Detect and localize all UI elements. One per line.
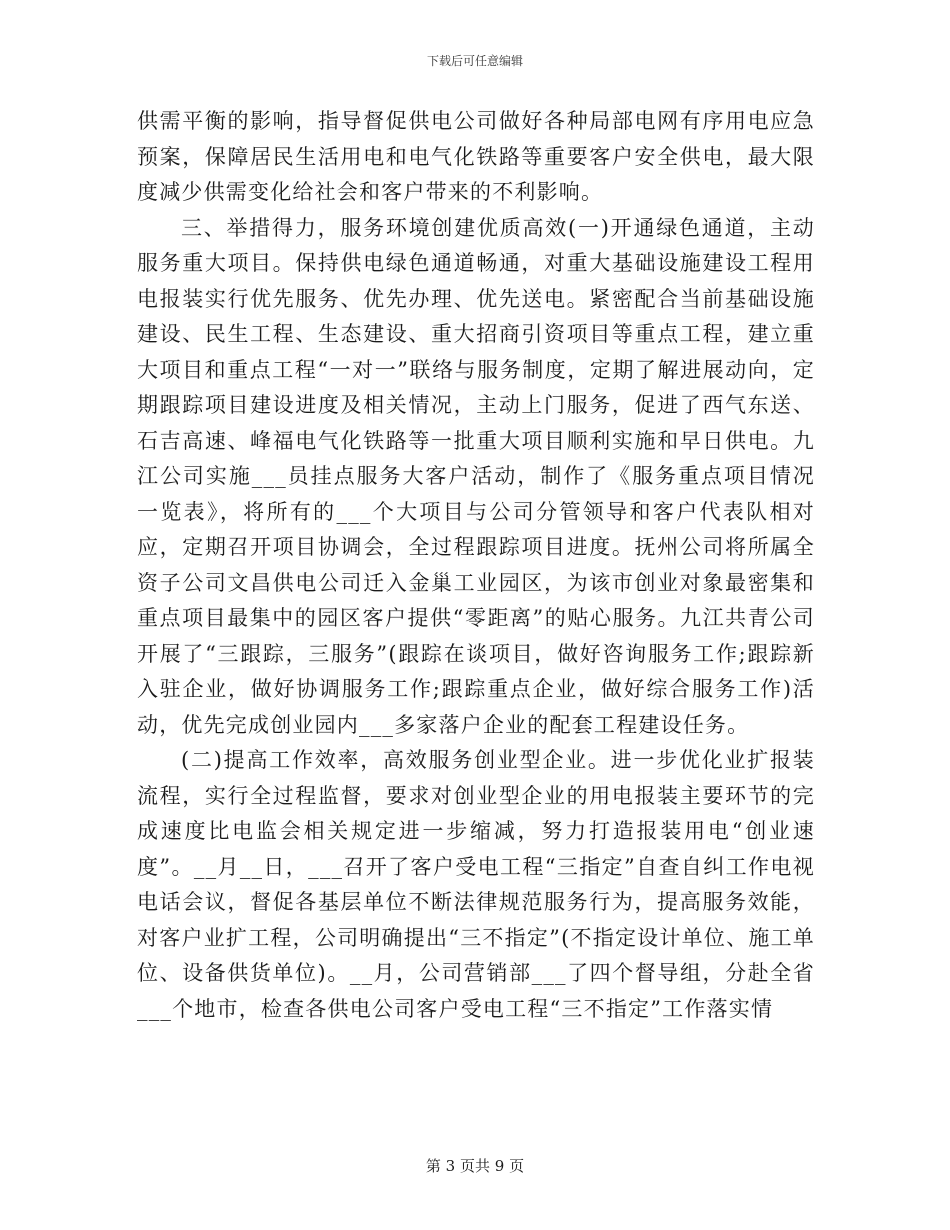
paragraph-1: 供需平衡的影响，指导督促供电公司做好各种局部电网有序用电应急预案，保障居民生活用电和电气化铁路等重要客户安全供电，最大限度减少供需变化给社会和客户带来的不利影响。 — [137, 109, 815, 204]
page-header-note: 下载后可任意编辑 — [426, 54, 523, 68]
document-body — [137, 104, 815, 1027]
paragraph-2: 三、举措得力，服务环境创建优质高效(一)开通绿色通道，主动服务重大项目。保持供电绿色通道畅通，对重大基础设施建设工程用电报装实行优先服务、优先办理、优先送电。紧密配合当前基础设施建设、民生工程、生态建设、重大招商引资项目等重点工程，建立重大项目和重点工程“一对一”联络与服务制度，定期了解进展动向，定期跟踪项目建设进度及相关情况，主动上门服务，促进了西气东送、石吉高速、峰福电气化铁路等一批重大项目顺利实施和早日供电。九江公司实施___员挂点服务大客户活动，制作了《服务重点项目情况一览表》，将所有的___个大项目与公司分管领导和客户代表队相对应，定期召开项目协调会，全过程跟踪项目进度。抚州公司将所属全资子公司文昌供电公司迁入金巢工业园区，为该市创业对象最密集和重点项目最集中的园区客户提供“零距离”的贴心服务。九江共青公司开展了“三跟踪，三服务”(跟踪在谈项目，做好咨询服务工作;跟踪新入驻企业，做好协调服务工作;跟踪重点企业，做好综合服务工作)活动，优先完成创业园内___多家落户企业的配套工程建设任务。 — [137, 215, 815, 737]
page-number: 第 3 页共 9 页 — [425, 1157, 525, 1175]
paragraph-3: (二)提高工作效率，高效服务创业型企业。进一步优化业扩报装流程，实行全过程监督，要求对创业型企业的用电报装主要环节的完成速度比电监会相关规定进一步缩减，努力打造报装用电“创业速度”。__月__日，___召开了客户受电工程“三指定”自查自纠工作电视电话会议，督促各基层单位不断法律规范服务行为，提高服务效能，对客户业扩工程，公司明确提出“三不指定”(不指定设计单位、施工单位、设备供货单位)。__月，公司营销部___了四个督导组，分赴全省___个地市，检查各供电公司客户受电工程“三不指定”工作落实情 — [137, 748, 815, 1021]
